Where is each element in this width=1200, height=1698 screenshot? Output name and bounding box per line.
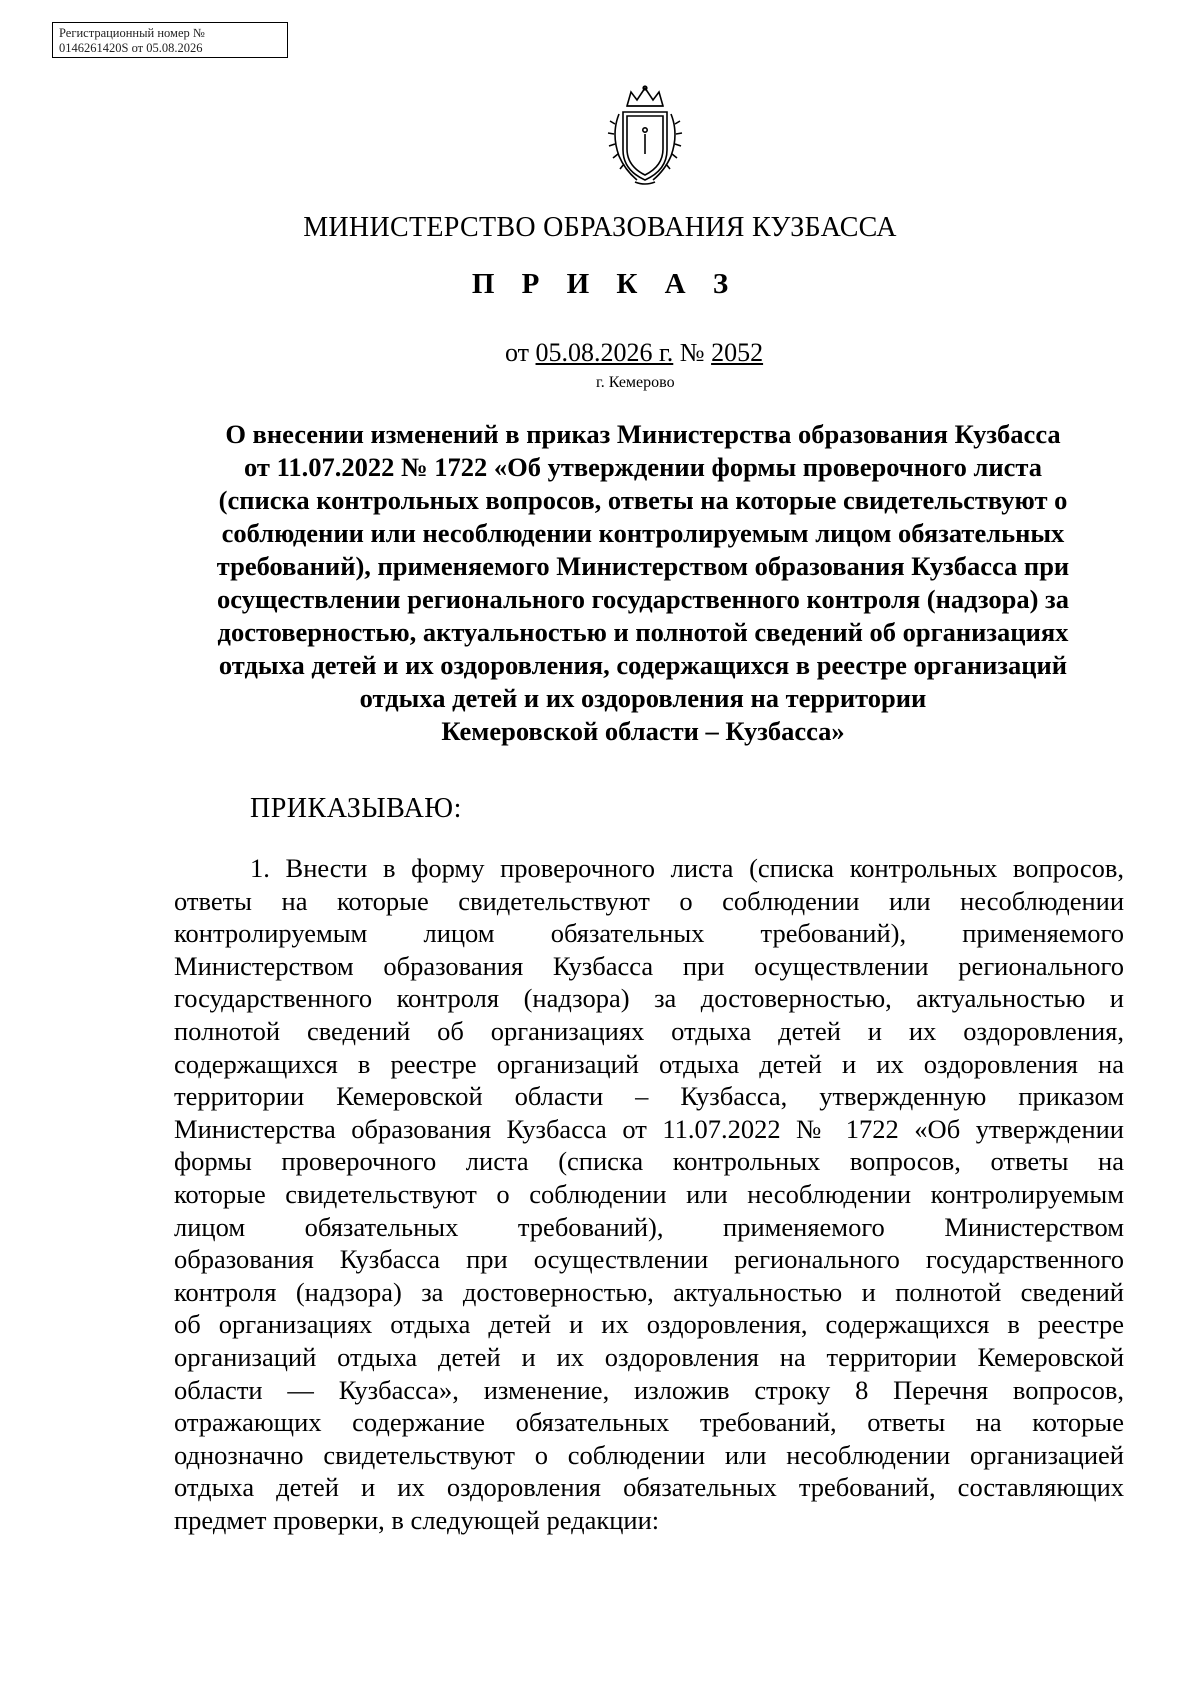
paragraph-line: ответы на которые свидетельствуют о соблюдении или несоблюдении	[174, 885, 1124, 916]
registration-line-1: Регистрационный номер №	[59, 26, 205, 40]
paragraph-line: об организациях отдыха детей и их оздоровления, содержащихся в реестре	[174, 1309, 1124, 1340]
paragraph-line: отражающих содержание обязательных требований, ответы на которые	[174, 1407, 1124, 1438]
document-title	[184, 418, 1102, 748]
paragraph-line: территории Кемеровской области – Кузбасса, утвержденную приказом	[174, 1081, 1124, 1112]
paragraph-line: содержащихся в реестре организаций отдыха детей и их оздоровления на	[174, 1048, 1124, 1079]
paragraph-line: Министерством образования Кузбасса при осуществлении регионального	[174, 950, 1124, 981]
title-line: соблюдении или несоблюдении контролируемым лицом обязательных	[221, 518, 1065, 548]
order-word: ПРИКАЗЫВАЮ:	[250, 793, 462, 824]
paragraph-line: 1. Внести в форму проверочного листа (списка контрольных вопросов,	[250, 853, 1124, 883]
paragraph-line: формы проверочного листа (списка контрольных вопросов, ответы на	[174, 1146, 1124, 1177]
paragraph-line: отдыха детей и их оздоровления обязательных требований, составляющих	[174, 1472, 1124, 1503]
paragraph-line: Министерства образования Кузбасса от 11.07.2022 № 1722 «Об утверждении	[174, 1113, 1124, 1144]
paragraph-line: полнотой сведений об организациях отдыха детей и их оздоровления,	[174, 1015, 1124, 1046]
title-line: (списка контрольных вопросов, ответы на которые свидетельствуют о	[218, 485, 1068, 515]
date-prefix: от	[505, 338, 536, 367]
paragraph-line: однозначно свидетельствуют о соблюдении или несоблюдении организацией	[174, 1439, 1124, 1470]
order-date: 05.08.2026 г.	[535, 338, 674, 367]
title-line: осуществлении регионального государственного контроля (надзора) за	[217, 584, 1069, 614]
order-number: 2052	[711, 338, 764, 367]
paragraph-1	[174, 852, 1124, 1536]
date-number-line	[505, 338, 763, 368]
title-line: О внесении изменений в приказ Министерства образования Кузбасса	[225, 419, 1061, 449]
paragraph-line: контроля (надзора) за достоверностью, актуальностью и полнотой сведений	[174, 1276, 1124, 1307]
paragraph-line: которые свидетельствуют о соблюдении или несоблюдении контролируемым	[174, 1178, 1124, 1209]
paragraph-line: области — Кузбасса», изменение, изложив строку 8 Перечня вопросов,	[174, 1374, 1124, 1405]
city: г. Кемерово	[596, 374, 675, 391]
paragraph-line: организаций отдыха детей и их оздоровления на территории Кемеровской	[174, 1341, 1124, 1372]
paragraph-line: предмет проверки, в следующей редакции:	[174, 1504, 660, 1535]
paragraph-line: контролируемым лицом обязательных требований), применяемого	[174, 918, 1124, 949]
title-line: от 11.07.2022 № 1722 «Об утверждении формы проверочного листа	[244, 452, 1042, 482]
registration-stamp	[52, 22, 288, 58]
paragraph-line: образования Кузбасса при осуществлении регионального государственного	[174, 1244, 1124, 1275]
title-line: Кемеровской области – Кузбасса»	[441, 716, 845, 746]
ministry-name: МИНИСТЕРСТВО ОБРАЗОВАНИЯ КУЗБАССА	[303, 212, 897, 243]
paragraph-line: лицом обязательных требований), применяемого Министерством	[174, 1211, 1124, 1242]
paragraph-line: государственного контроля (надзора) за достоверностью, актуальностью и	[174, 983, 1124, 1014]
title-line: достоверностью, актуальностью и полнотой сведений об организациях	[217, 617, 1069, 647]
title-line: требований), применяемого Министерством образования Кузбасса при	[216, 551, 1070, 581]
coat-of-arms-icon	[605, 84, 685, 188]
title-line: отдыха детей и их оздоровления на территории	[359, 683, 927, 713]
document-type: П Р И К А З	[471, 268, 739, 300]
number-sign: №	[673, 338, 712, 367]
registration-line-2: 0146261420S от 05.08.2026	[59, 41, 203, 55]
title-line: отдыха детей и их оздоровления, содержащихся в реестре организаций	[218, 650, 1068, 680]
